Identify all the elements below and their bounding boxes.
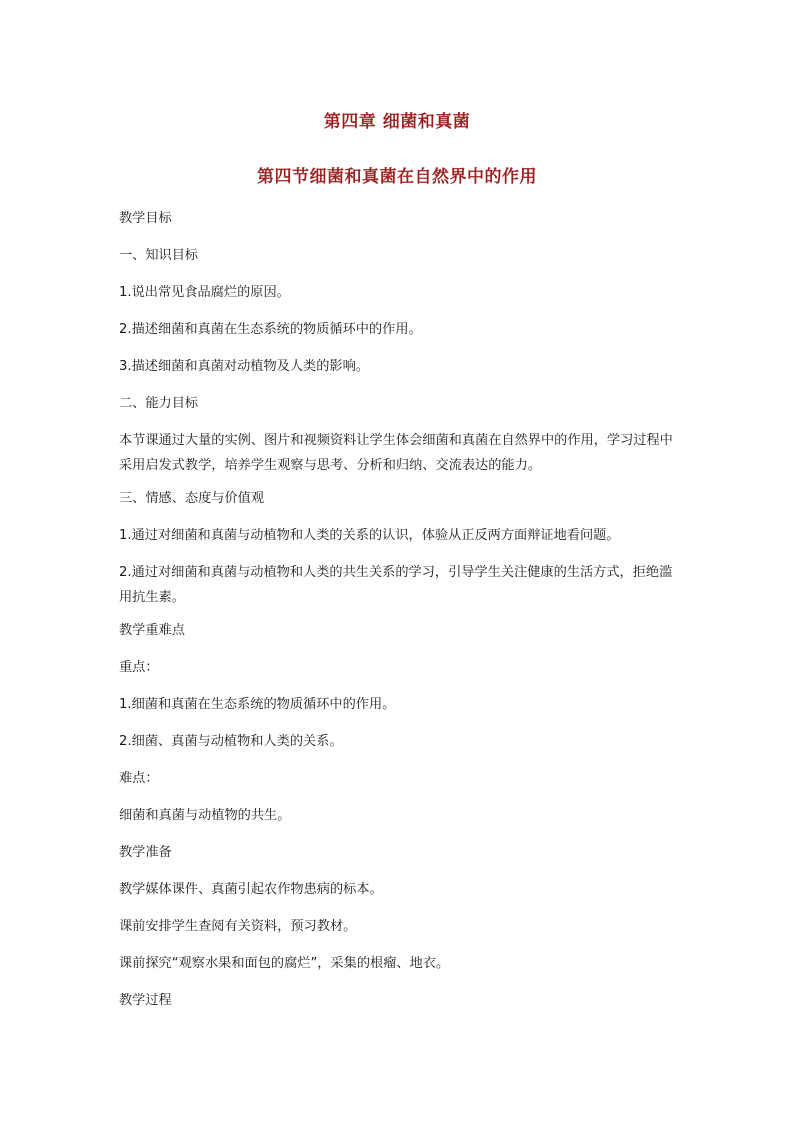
section-title: 第四节细菌和真菌在自然界中的作用 bbox=[257, 167, 537, 187]
list-item: 1.说出常见食品腐烂的原因。 bbox=[119, 285, 290, 300]
paragraph-preparation-item: 课前探究“观察水果和面包的腐烂”，采集的根瘤、地衣。 bbox=[119, 956, 450, 971]
label-key-points: 重点： bbox=[119, 660, 159, 675]
subheading-emotion-attitude-values: 三、情感、态度与价值观 bbox=[119, 491, 265, 506]
paragraph-ability-description: 本节课通过大量的实例、图片和视频资料让学生体会细菌和真菌在自然界中的作用，学习过程中采用启发式教学，培养学生观察与思考、分析和归纳、交流表达的能力。 bbox=[119, 433, 673, 473]
label-difficult-points: 难点： bbox=[119, 771, 159, 786]
paragraph-preparation-item: 教学媒体课件、真菌引起农作物患病的标本。 bbox=[119, 882, 383, 897]
list-item: 1.通过对细菌和真菌与动植物和人类的关系的认识，体验从正反两方面辩证地看问题。 bbox=[119, 528, 620, 543]
paragraph-difficult-point: 细菌和真菌与动植物的共生。 bbox=[119, 808, 291, 823]
list-item: 2.描述细菌和真菌在生态系统的物质循环中的作用。 bbox=[119, 322, 422, 337]
subheading-knowledge-objectives: 一、知识目标 bbox=[119, 248, 199, 263]
document-body bbox=[119, 210, 679, 1029]
heading-teaching-objectives: 教学目标 bbox=[119, 211, 172, 226]
subheading-ability-objectives: 二、能力目标 bbox=[119, 396, 199, 411]
chapter-title: 第四章 细菌和真菌 bbox=[323, 112, 471, 132]
paragraph-preparation-item: 课前安排学生查阅有关资料，预习教材。 bbox=[119, 919, 357, 934]
list-item: 1.细菌和真菌在生态系统的物质循环中的作用。 bbox=[119, 697, 396, 712]
heading-teaching-process: 教学过程 bbox=[119, 993, 172, 1008]
list-item: 2.细菌、真菌与动植物和人类的关系。 bbox=[119, 734, 343, 749]
heading-key-difficult-points: 教学重难点 bbox=[119, 623, 185, 638]
heading-teaching-preparation: 教学准备 bbox=[119, 845, 172, 860]
list-item: 2.通过对细菌和真菌与动植物和人类的共生关系的学习，引导学生关注健康的生活方式，拒绝滥用抗生素。 bbox=[119, 565, 673, 605]
list-item: 3.描述细菌和真菌对动植物及人类的影响。 bbox=[119, 359, 369, 374]
